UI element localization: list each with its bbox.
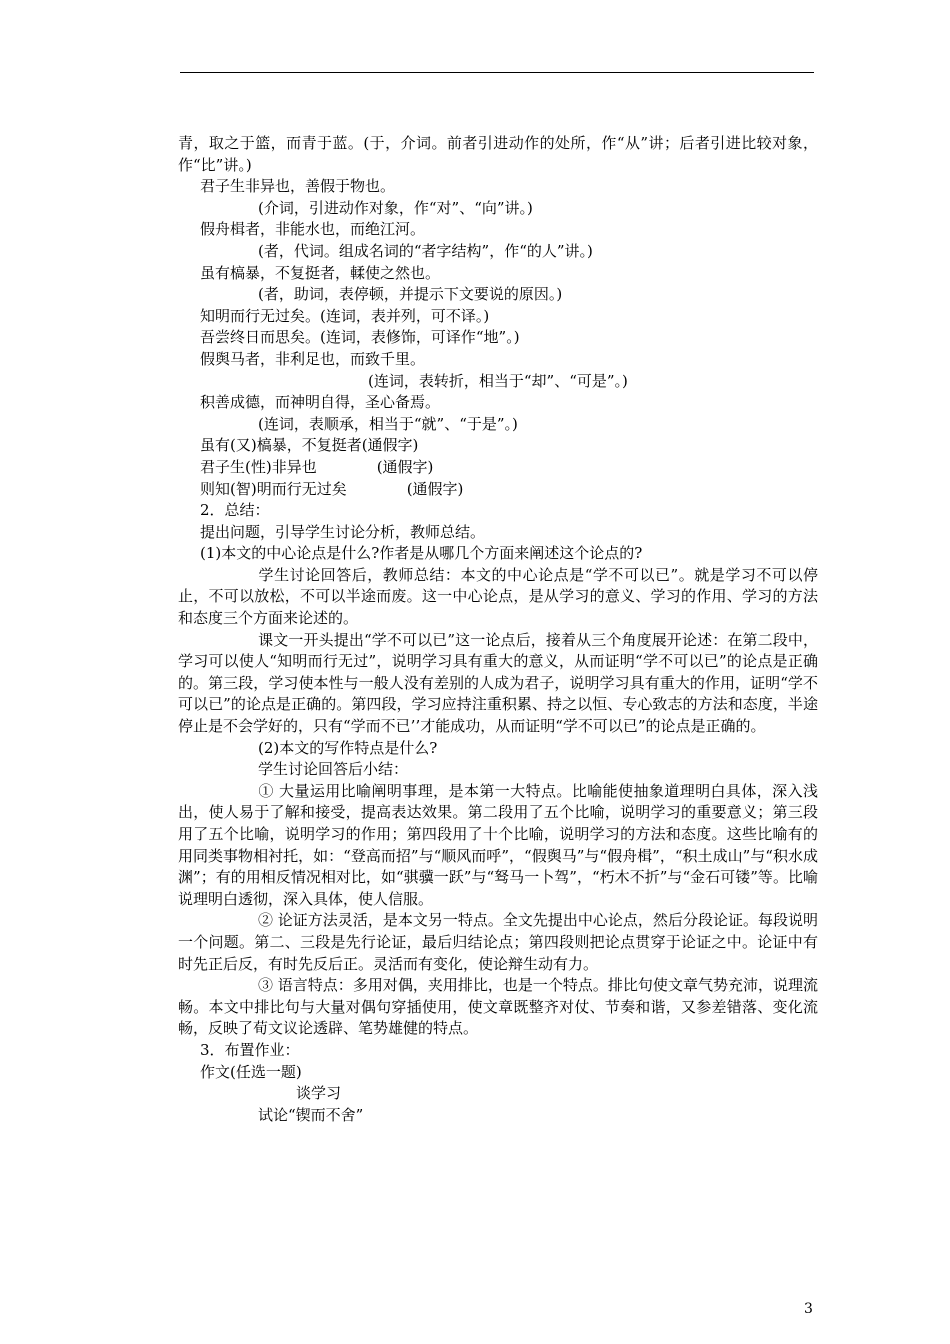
text-line: 谈学习 (296, 1084, 342, 1103)
text-line: (介词，引进动作对象，作“对”、“向”讲。) (258, 198, 533, 217)
text-line: (者，代词。组成名词的“者字结构”，作“的人”讲。) (258, 241, 593, 260)
text-line: 3．布置作业： (200, 1040, 300, 1059)
text-line: 知明而行无过矣。(连词，表并列，可不译。) (200, 306, 490, 325)
text-line: 虽有槁暴，不复挺者，輮使之然也。 (200, 263, 441, 282)
text-line: 积善成德，而神明自得，圣心备焉。 (200, 393, 441, 412)
text-line: 则知(智)明而行无过矣 (通假字) (200, 479, 464, 498)
text-line: (者，助词，表停顿，并提示下文要说的原因。) (258, 285, 563, 304)
text-line: 青，取之于篮，而青于蓝。(于，介词。前者引进动作的处所，作“从”讲；后者引进比较对象，作“比”讲。) (178, 134, 818, 174)
text-line: (2)本文的写作特点是什么? (258, 738, 438, 757)
header-rule (180, 72, 814, 73)
paragraph (178, 781, 818, 911)
page-number: 3 (804, 1301, 813, 1317)
block-5 (178, 1040, 818, 1126)
paragraph (178, 565, 818, 630)
paragraph (178, 975, 818, 1040)
block-3 (178, 738, 818, 781)
text-line: 假舟楫者，非能水也，而绝江河。 (200, 220, 426, 239)
paragraph-text: ② 论证方法灵活，是本文另一特点。全文先提出中心论点，然后分段论证。每段说明一个问题。第二、三段是先行论证，最后归结论点；第四段则把论点贯穿于论证之中。论证中有时先正后反，有时先反后正。灵活而有变化，使论辩生动有力。 (178, 911, 818, 973)
text-line: 君子生(性)非异也 (通假字) (200, 457, 434, 476)
paragraph-text: 课文一开头提出“学不可以已”这一论点后，接着从三个角度展开论述：在第二段中，学习可以使人“知明而行无过”，说明学习具有重大的意义，从而证明“学不可以已”的论点是正确的。第三段，学习使本性与一般人没有差别的人成为君子，说明学习具有重大的作用，证明“学不可以已”的论点是正确的。第四段，学习应持注重积累、持之以恒、专心致志的方法和态度，半途停止是不会学好的，只有“学而不已’’才能成功，从而证明“学不可以已”的论点是正确的。 (178, 630, 818, 736)
block-4 (178, 781, 818, 1040)
text-line: 学生讨论回答后小结： (258, 760, 409, 779)
text-line: 君子生非异也，善假于物也。 (200, 177, 396, 196)
text-line: 虽有(又)槁暴，不复挺者(通假字) (200, 436, 419, 455)
paragraph-text: ① 大量运用比喻阐明事理，是本第一大特点。比喻能使抽象道理明白具体，深入浅出，使人易于了解和接受，提高表达效果。第二段用了五个比喻，说明学习的重要意义；第三段用了五个比喻，说明学习的作用；第四段用了十个比喻，说明学习的方法和态度。这些比喻有的用同类事物相衬托，如：“登高而招”与“顺风而呼”，“假舆马”与“假舟楫”，“积土成山”与“积水成渊”；有的用相反情况相对比，如“骐骥一跃”与“驽马一卜驾”，“朽木不折”与“金石可镂”等。比喻说理明白透彻，深入具体，使人信服。 (178, 781, 818, 908)
text-line: 试论“锲而不舍” (258, 1105, 364, 1124)
block-2 (178, 565, 818, 738)
text-line: 作文(任选一题) (200, 1062, 302, 1081)
text-line: 2．总结： (200, 501, 270, 520)
text-line: 吾尝终日而思矣。(连词，表修饰，可译作“地”。) (200, 328, 520, 347)
text-line: (连词，表转折，相当于“却”、“可是”。) (368, 371, 628, 390)
text-line: (连词，表顺承，相当于“就”、“于是”。) (258, 414, 518, 433)
paragraph-text: ③ 语言特点：多用对偶，夹用排比，也是一个特点。排比句使文章气势充沛，说理流畅。本文中排比句与大量对偶句穿插使用，使文章既整齐对仗、节奏和谐，又参差错落、变化流畅，反映了荀文议论透辟、笔势雄健的特点。 (178, 976, 818, 1038)
paragraph-text: 学生讨论回答后，教师总结：本文的中心论点是“学不可以已”。就是学习不可以停止，不可以放松，不可以半途而废。这一中心论点，是从学习的意义、学习的作用、学习的方法和态度三个方面来论述的。 (178, 565, 818, 628)
document-body (178, 133, 818, 1126)
block-1 (178, 133, 818, 565)
text-line: (1)本文的中心论点是什么?作者是从哪几个方面来阐述这个论点的? (200, 544, 643, 563)
text-line: 假舆马者，非利足也，而致千里。 (200, 349, 426, 368)
paragraph (178, 630, 818, 738)
text-line: 提出问题，引导学生讨论分析，教师总结。 (200, 522, 486, 541)
paragraph (178, 910, 818, 975)
